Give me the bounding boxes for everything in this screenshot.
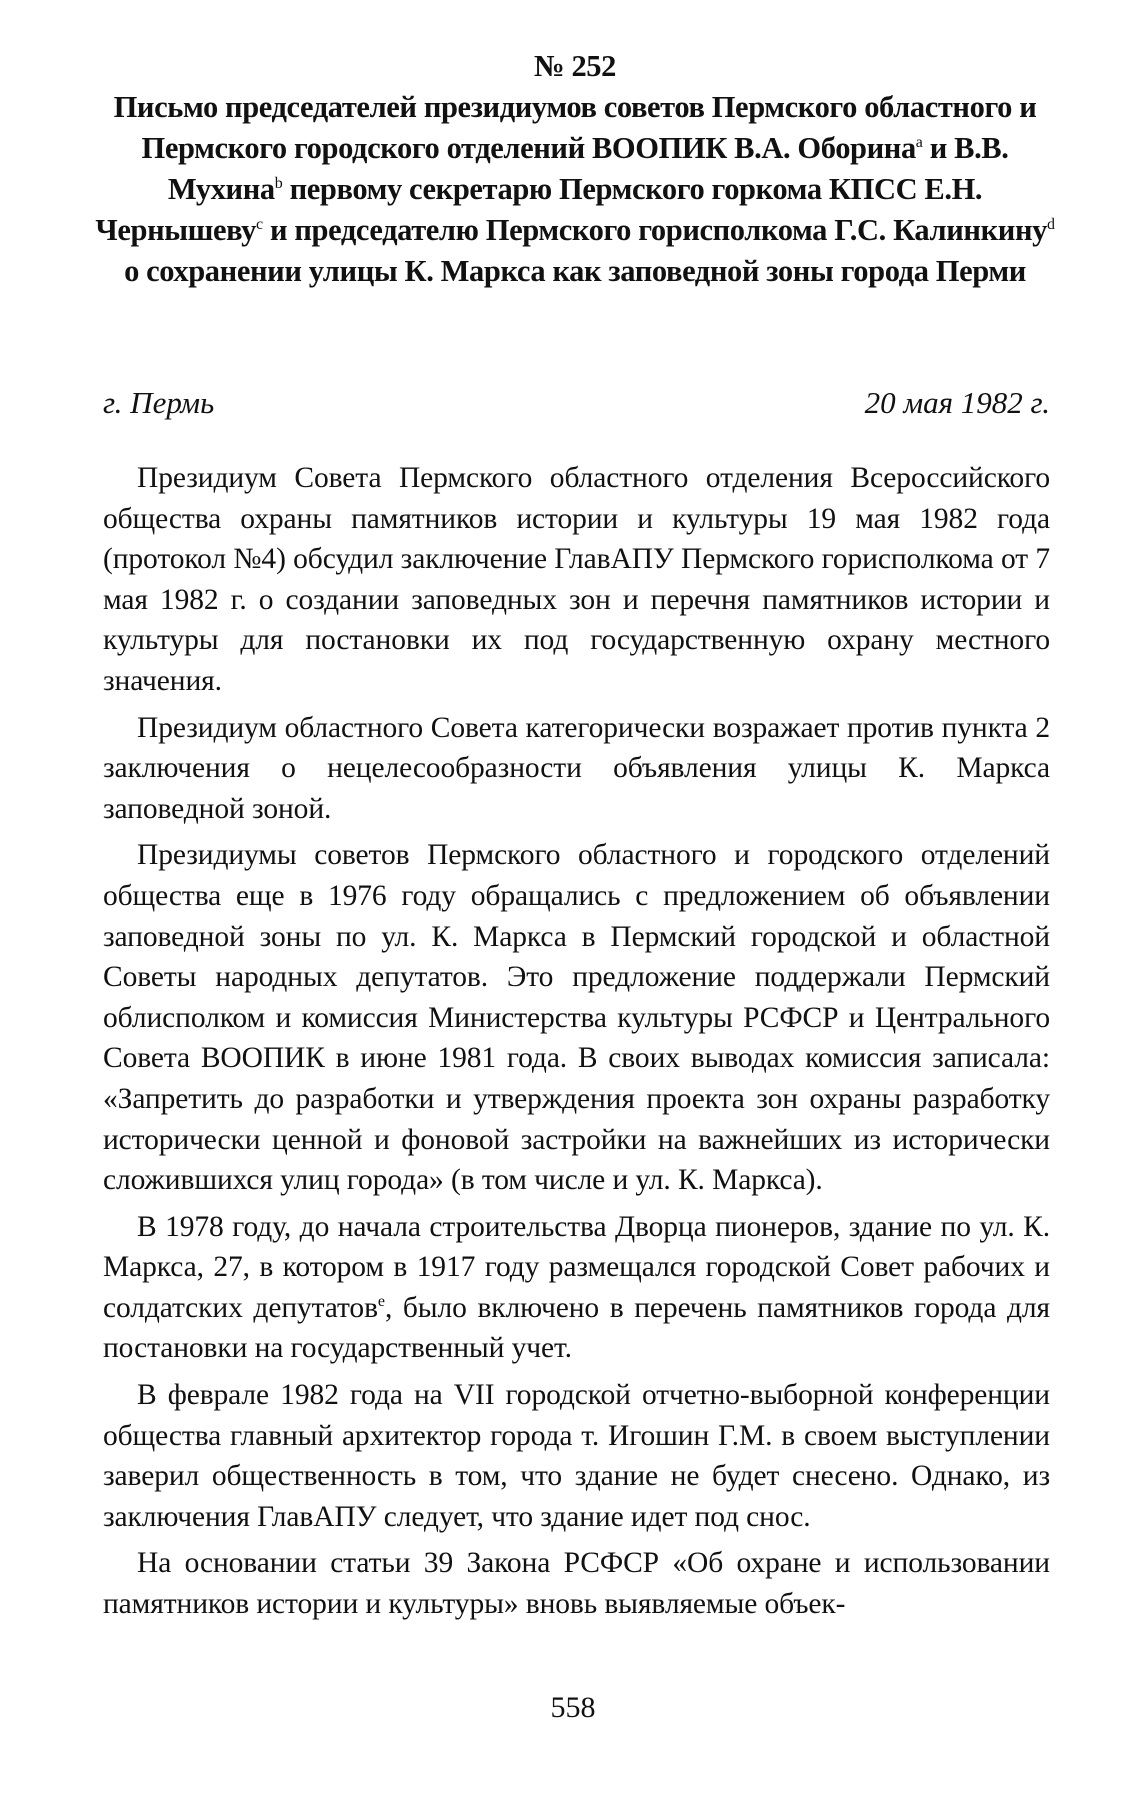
title-text-4: и председателю Пермского горисполкома Г.С. Калинкину [262,213,1047,247]
paragraph-5: В феврале 1982 года на VII городской отчетно-выборной конференции общества главный архитектор города т. Игошин Г.М. в своем выступлении заверил общественность в том, что здание не будет снесено. Однако, из заключения ГлавАПУ следует, что здание идет под снос. [103,1379,1050,1533]
footnote-marker-d: d [1046,215,1055,233]
paragraph-2: Президиум областного Совета категорически возражает против пункта 2 заключения о нецелесообразности объявления улицы К. Маркса заповедной зоной. [103,711,1050,825]
document-title [90,87,1060,292]
document-header [90,46,1060,292]
footnote-marker-e: e [377,1293,385,1311]
document-number: № 252 [533,49,617,83]
paragraph-6: На основании статьи 39 Закона РСФСР «Об охране и использовании памятников истории и культуры» вновь выявляемые объек- [103,1547,1050,1621]
document-date: 20 мая 1982 г. [864,385,1050,420]
page-number: 558 [550,1691,596,1724]
document-place: г. Пермь [103,385,215,420]
title-text-5: о сохранении улицы К. Маркса как заповедной зоны города Перми [124,254,1026,288]
document-body [103,458,1050,1631]
paragraph-4-text-2: , было включено в перечень памятников города для постановки на государственный учет. [103,1291,1050,1365]
paragraph-3: Президиумы советов Пермского областного и городского отделений общества еще в 1976 году обращались с предложением об объявлении заповедной зоны по ул. К. Маркса в Пермский городской и областной Советы народных депутатов. Это предложение поддержали Пермский облисполком и комиссия Министерства культуры РСФСР и Центрального Совета ВООПИК в июне 1981 года. В своих выводах комиссия записала: «Запретить до разработки и утверждения проекта зон охраны разработку исторически ценной и фоновой застройки на важнейших из исторически сложившихся улиц города» (в том числе и ул. К. Маркса). [103,839,1050,1197]
paragraph-4 [103,1207,1050,1369]
footnote-marker-b: b [274,174,283,192]
title-text-3: первому секретарю Пермского горкома КПСС Е.Н. Чернышеву [95,172,983,247]
footnote-marker-c: c [256,215,263,233]
paragraph-1: Президиум Совета Пермского областного отделения Всероссийского общества охраны памятников истории и культуры 19 мая 1982 года (протокол №4) обсудил заключение ГлавАПУ Пермского горисполкома от 7 мая 1982 г. о создании заповедных зон и перечня памятников истории и культуры для постановки их под государственную охрану местного значения. [103,462,1050,697]
footnote-marker-a: a [915,133,923,151]
paragraph-4-text-1: В 1978 году, до начала строительства Дворца пионеров, здание по ул. К. Маркса, 27, в котором в 1917 году размещался городской Совет рабочих и солдатских депутатов [103,1210,1050,1324]
title-text-1: Письмо председателей президиумов советов Пермского областного и Пермского городского отделений ВООПИК В.А. Оборина [113,90,1037,165]
title-text-2: и В.В. Мухина [167,131,1009,206]
